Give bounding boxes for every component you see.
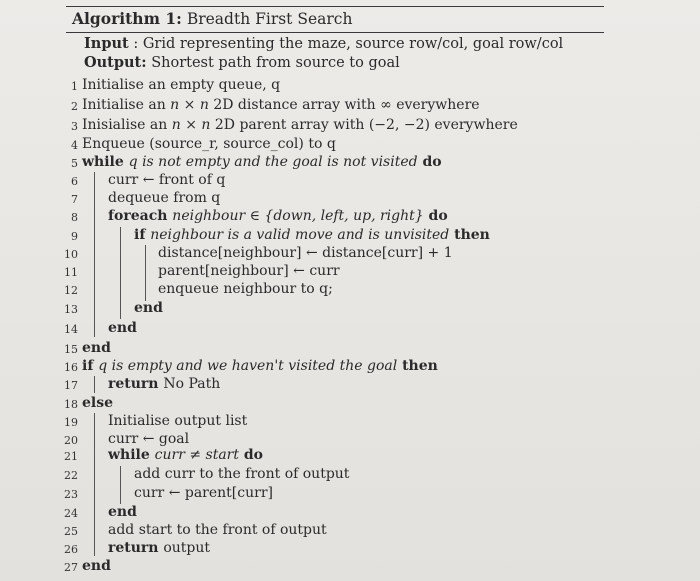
code-line [108,504,137,520]
code-text: No Path [163,376,221,392]
math-expression: neighbour ∈ {down, left, up, right} [172,208,424,224]
line-number: 8 [71,211,78,224]
code-line [108,172,225,188]
math-expression: n [199,97,209,113]
code-line [82,340,111,356]
keyword: return [108,376,164,392]
else-block-bar [94,413,95,556]
code-text: add curr to the front of output [134,466,350,482]
caption-rule [66,32,604,33]
inner-while-bar [120,466,121,504]
line-number: 4 [71,139,78,152]
code-line [108,447,263,463]
code-text: dequeue from q [108,190,221,206]
line-number: 12 [64,284,78,297]
line-number: 15 [64,343,78,356]
code-line [82,395,113,411]
code-line [134,300,163,316]
keyword: then [449,227,490,243]
line-number: 18 [64,398,78,411]
line-number: 9 [71,230,78,243]
code-line [82,358,438,374]
math-expression: n [201,117,211,133]
keyword: if [82,358,99,374]
code-line [82,97,480,113]
line-number: 21 [64,450,78,463]
code-line [134,466,349,482]
line-number: 5 [71,157,78,170]
code-line [158,245,453,261]
line-number: 14 [64,323,78,336]
math-expression: n [170,97,180,113]
line-number: 16 [64,361,78,374]
code-line [108,522,327,538]
code-line [108,376,220,392]
code-text: curr ← front of q [108,172,226,188]
code-text: Initialise output list [108,413,248,429]
output-text: Shortest path from source to goal [151,55,400,71]
code-text: enqueue neighbour to q; [158,281,333,297]
code-text: × [180,117,202,133]
keyword: then [397,358,438,374]
code-text: 2D parent array with (−2, −2) everywhere [210,117,518,133]
line-number: 27 [64,561,78,574]
code-line [82,154,442,170]
line-number: 19 [64,416,78,429]
keyword: end [108,504,137,520]
line-number: 2 [71,100,78,113]
code-text: curr ← goal [108,431,190,447]
keyword: end [82,558,111,574]
line-number: 7 [71,193,78,206]
code-text: parent[neighbour] ← curr [158,263,340,279]
code-line [108,413,247,429]
keyword: end [108,320,137,336]
keyword: do [417,154,442,170]
code-line [108,540,210,556]
math-expression: n [171,117,181,133]
code-line [82,558,111,574]
line-number: 22 [64,469,78,482]
caption-name: Breadth First Search [186,10,353,28]
keyword: do [423,208,448,224]
top-rule [66,6,604,7]
line-number: 24 [64,507,78,520]
line-number: 1 [71,80,78,93]
keyword: do [239,447,264,463]
math-expression: neighbour is a valid move and is unvisited [150,227,450,243]
line-number: 26 [64,543,78,556]
code-line [82,136,336,152]
code-text: × [179,97,200,113]
keyword: end [82,340,111,356]
code-line [108,320,137,336]
code-line [134,485,273,501]
line-number: 11 [64,266,78,279]
code-line [108,190,220,206]
code-text: output [163,540,211,556]
code-line [134,227,490,243]
line-number: 25 [64,525,78,538]
code-line [108,208,448,224]
line-number: 10 [64,248,78,261]
input-text: : Grid representing the maze, source row/col, goal row/col [133,36,564,52]
output-label: Output: [84,54,147,71]
keyword: else [82,395,114,411]
keyword: while [108,447,155,463]
code-text: add start to the front of output [108,522,327,538]
keyword: end [134,300,163,316]
code-text: distance[neighbour] ← distance[curr] + 1 [158,245,453,261]
code-line [108,431,189,447]
line-number: 13 [64,303,78,316]
code-text: Enqueue (source_r, source_col) to q [82,136,336,152]
code-text: curr ← parent[curr] [134,485,273,501]
output-line [84,54,400,71]
code-text: Inisialise an [82,117,172,133]
line-number: 20 [64,434,78,447]
if-block-bar [145,245,146,301]
code-line [82,117,518,133]
line-number: 17 [64,379,78,392]
then-block-bar [94,376,95,393]
caption-label: Algorithm 1: [72,9,182,28]
math-expression: q is empty and we haven't visited the goal [98,358,398,374]
foreach-loop-bar [120,227,121,319]
code-text: Initialise an [82,97,171,113]
line-number: 3 [71,120,78,133]
keyword: foreach [108,208,173,224]
line-number: 6 [71,175,78,188]
code-text: Initialise an empty queue, q [82,77,281,93]
code-text: 2D distance array with ∞ everywhere [208,97,480,113]
math-expression: q is not empty and the goal is not visited [128,154,418,170]
while-loop-bar [94,172,95,337]
keyword: if [134,227,151,243]
keyword: while [82,154,129,170]
algorithm-caption [72,9,352,28]
code-line [158,263,340,279]
code-line [158,281,333,297]
line-number: 23 [64,488,78,501]
code-line [82,77,280,93]
keyword: return [108,540,164,556]
input-label: Input [84,35,129,52]
input-line [84,35,563,52]
math-expression: curr ≠ start [154,447,240,463]
